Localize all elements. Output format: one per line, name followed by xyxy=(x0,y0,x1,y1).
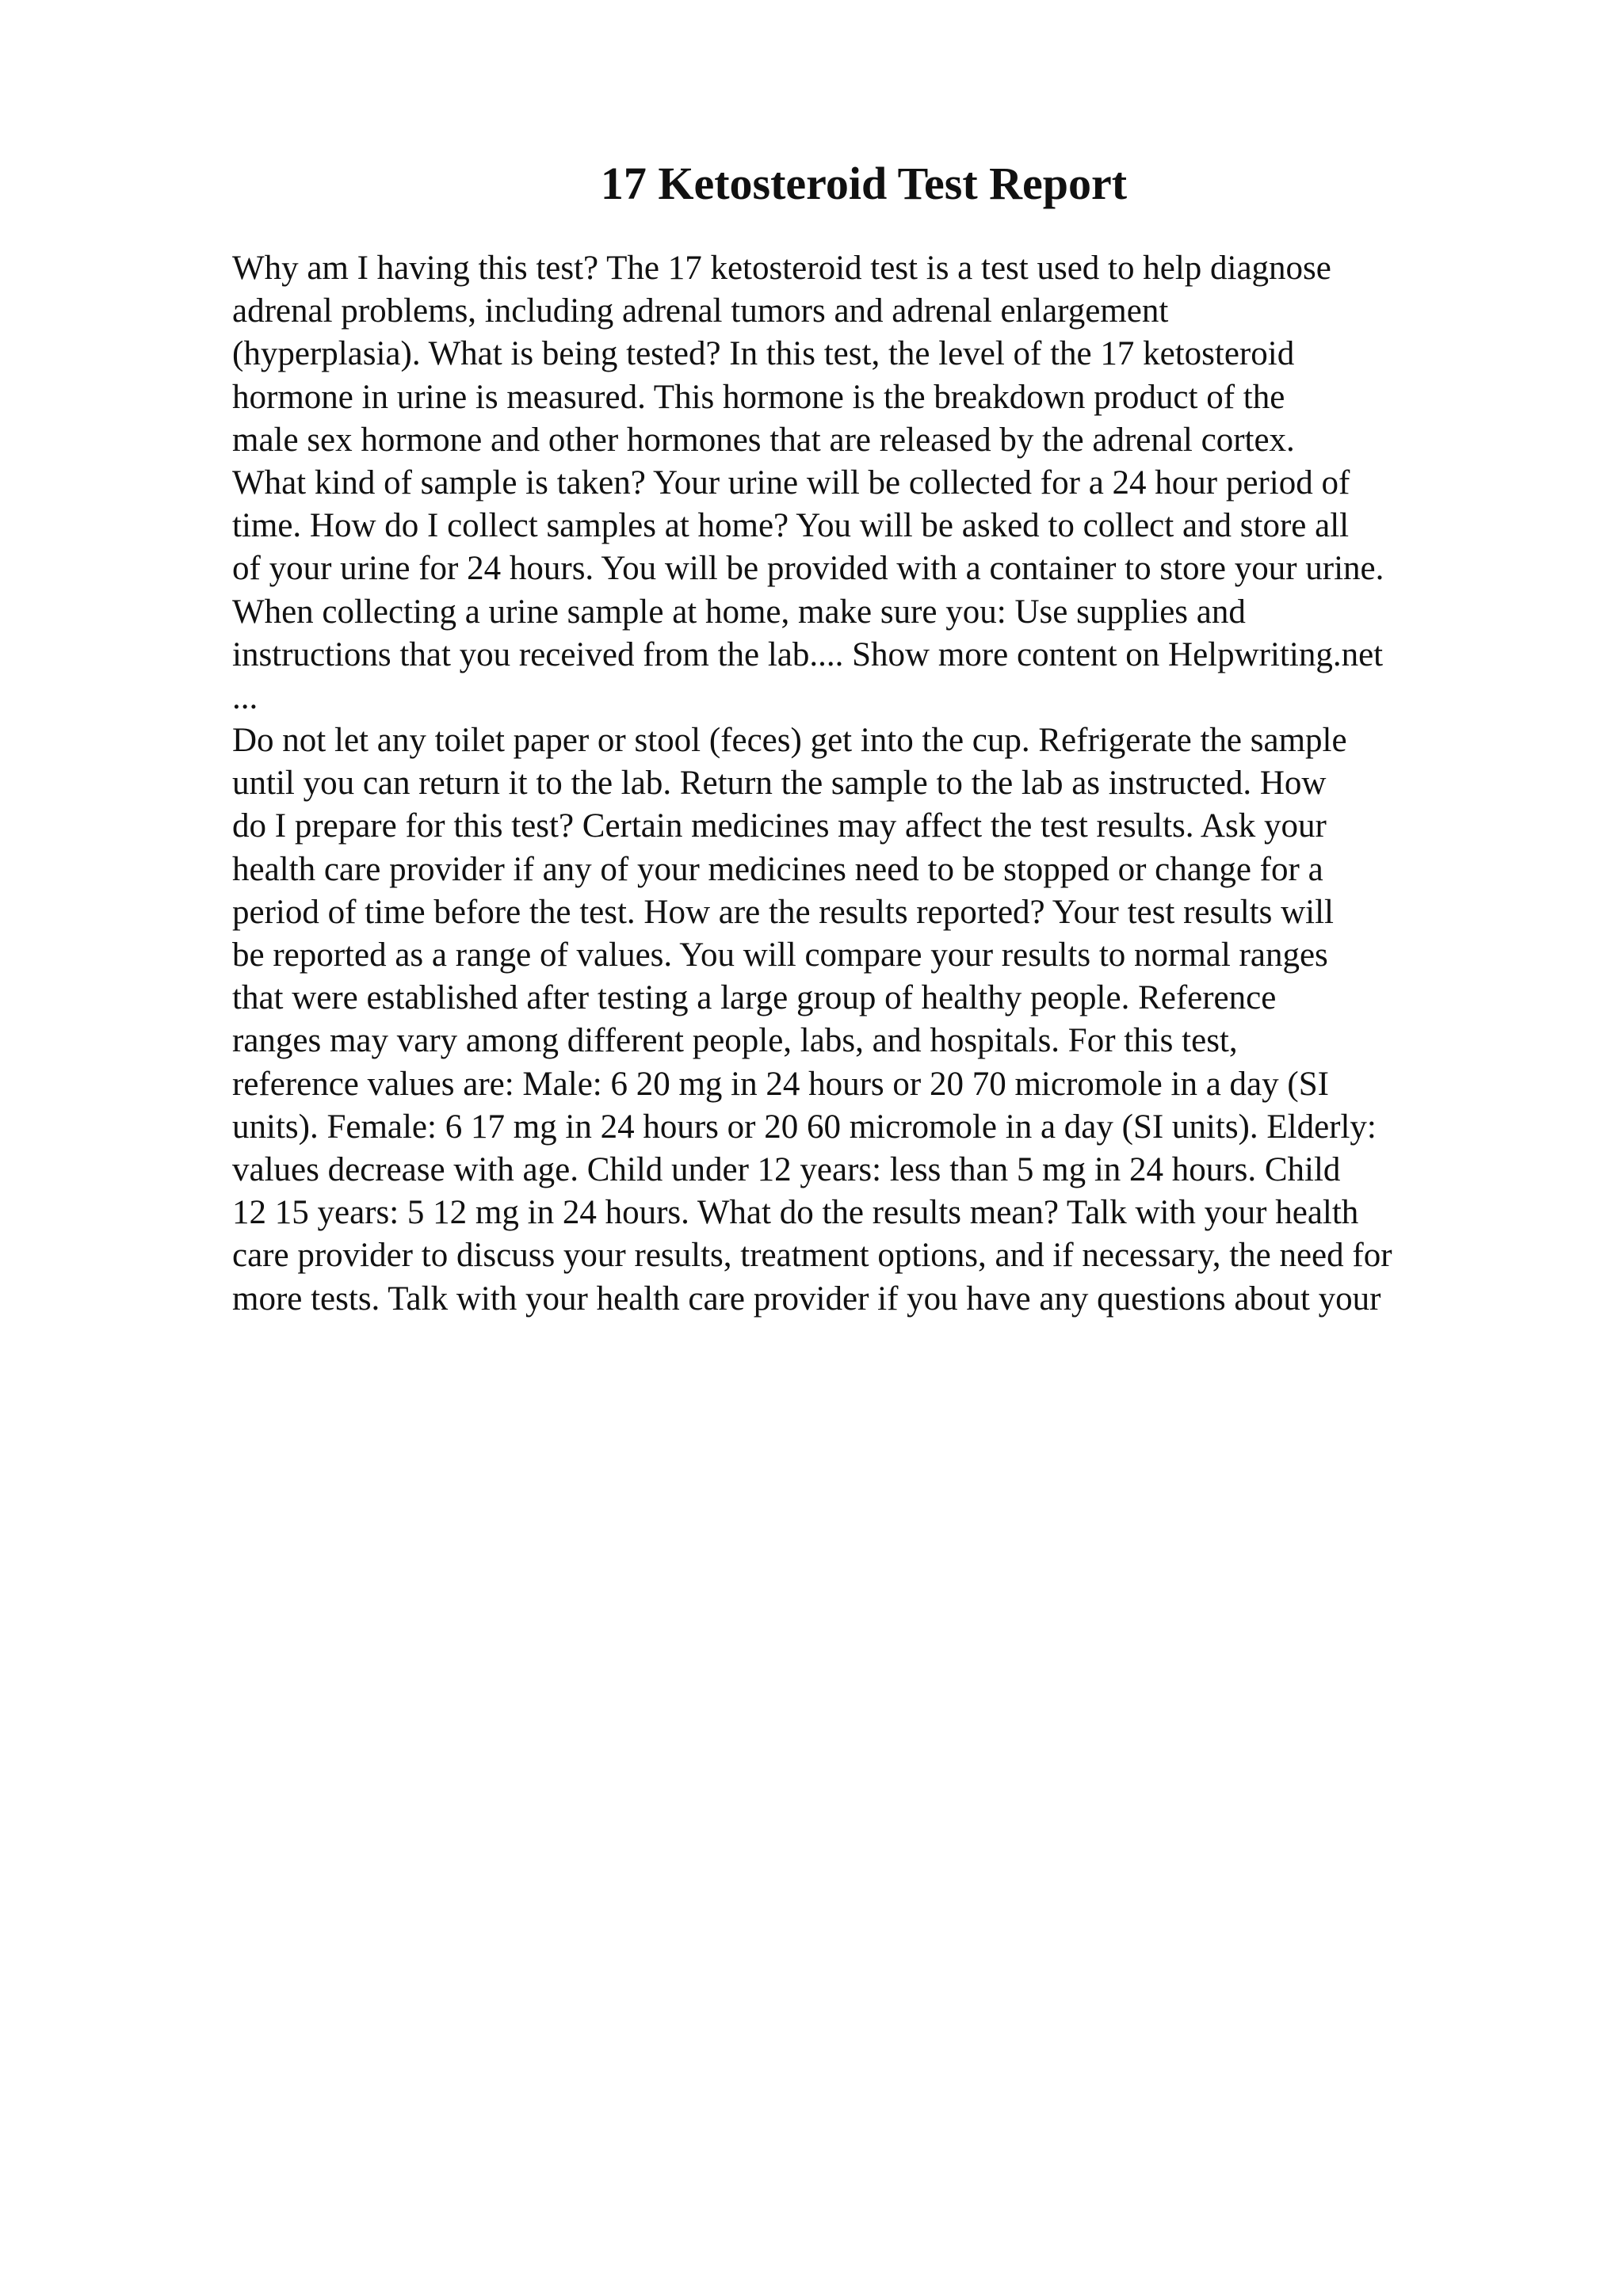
text-line: 12 15 years: 5 12 mg in 24 hours. What do the results mean? Talk with your health xyxy=(232,1194,1359,1232)
text-line: Do not let any toilet paper or stool (feces) get into the cup. Refrigerate the sample xyxy=(232,722,1347,760)
text-line: values decrease with age. Child under 12 years: less than 5 mg in 24 hours. Child xyxy=(232,1150,1341,1188)
text-line: adrenal problems, including adrenal tumors and adrenal enlargement xyxy=(232,292,1169,330)
text-line: that were established after testing a large group of healthy people. Reference xyxy=(232,979,1277,1017)
text-line: time. How do I collect samples at home? You will be asked to collect and store all xyxy=(232,507,1350,545)
text-line: What kind of sample is taken? Your urine will be collected for a 24 hour period of xyxy=(232,463,1350,502)
text-line: instructions that you received from the lab.... Show more content on Helpwriting.net xyxy=(232,635,1384,673)
text-line: more tests. Talk with your health care provider if you have any questions about your xyxy=(232,1280,1381,1318)
text-line: hormone in urine is measured. This hormone is the breakdown product of the xyxy=(232,378,1285,416)
text-line: When collecting a urine sample at home, make sure you: Use supplies and xyxy=(232,593,1246,631)
text-line: be reported as a range of values. You will compare your results to normal ranges xyxy=(232,936,1328,974)
text-line: health care provider if any of your medicines need to be stopped or change for a xyxy=(232,850,1323,888)
text-line: ... xyxy=(232,678,258,716)
text-line: units). Female: 6 17 mg in 24 hours or 20 60 micromole in a day (SI units). Elderly: xyxy=(232,1108,1377,1146)
document-body xyxy=(232,247,1516,1321)
text-line: care provider to discuss your results, treatment options, and if necessary, the need for xyxy=(232,1237,1392,1275)
text-line: do I prepare for this test? Certain medicines may affect the test results. Ask your xyxy=(232,807,1327,845)
text-line: Why am I having this test? The 17 ketosteroid test is a test used to help diagnose xyxy=(232,250,1331,287)
text-line: until you can return it to the lab. Return the sample to the lab as instructed. How xyxy=(232,765,1327,803)
page-title: 17 Ketosteroid Test Report xyxy=(600,158,1128,209)
text-line: ranges may vary among different people, labs, and hospitals. For this test, xyxy=(232,1022,1238,1060)
text-line: period of time before the test. How are the results reported? Your test results will xyxy=(232,893,1334,931)
text-line: male sex hormone and other hormones that are released by the adrenal cortex. xyxy=(232,421,1295,459)
text-line: of your urine for 24 hours. You will be provided with a container to store your urine. xyxy=(232,550,1384,588)
text-line: (hyperplasia). What is being tested? In this test, the level of the 17 ketosteroid xyxy=(232,335,1295,373)
text-line: reference values are: Male: 6 20 mg in 24 hours or 20 70 micromole in a day (SI xyxy=(232,1065,1329,1103)
